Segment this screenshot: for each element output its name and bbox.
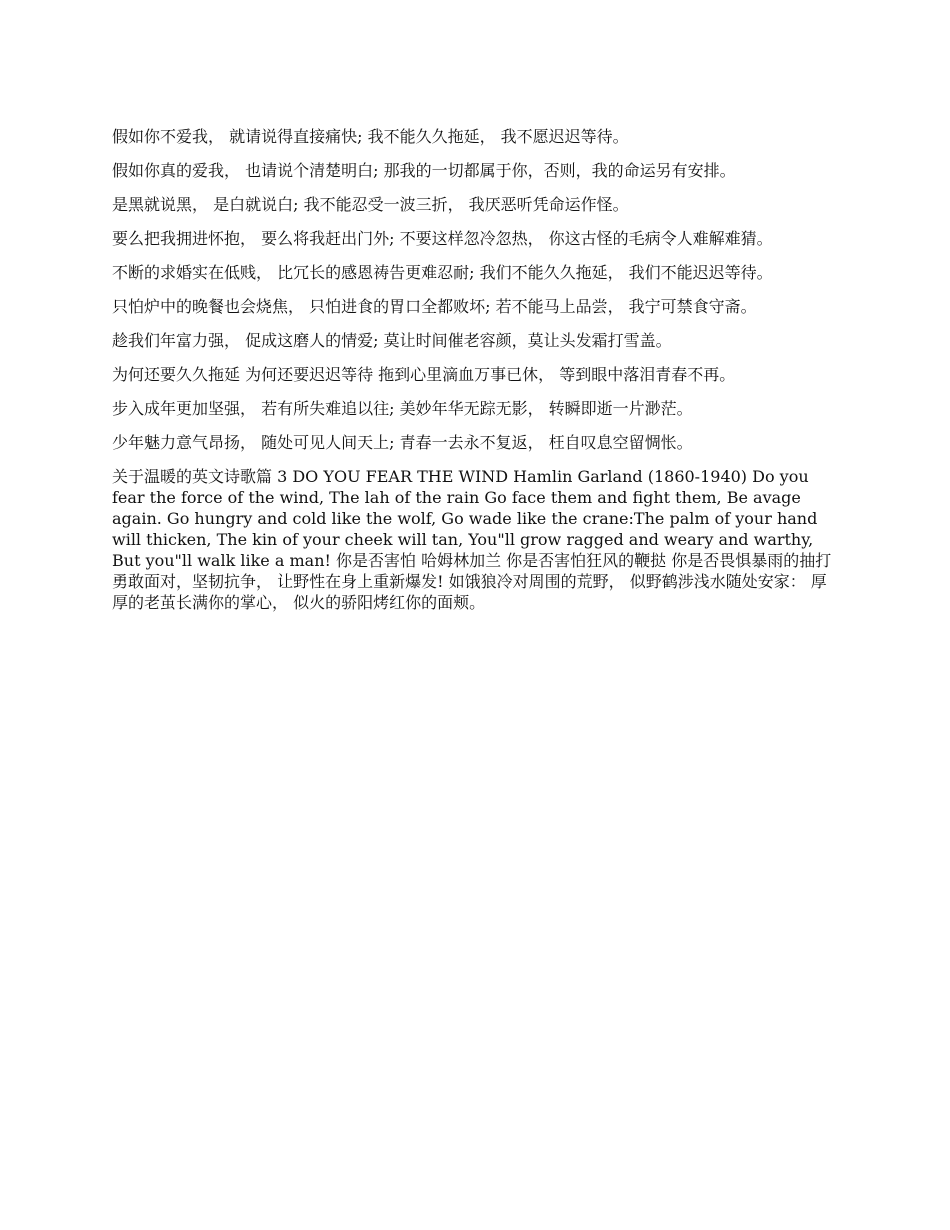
poem-paragraph-1: 假如你不爱我， 就请说得直接痛快; 我不能久久拖延， 我不愿迟迟等待。 <box>112 127 629 146</box>
poem-paragraph-2: 假如你真的爱我， 也请说个清楚明白; 那我的一切都属于你，否则，我的命运另有安排。 <box>112 161 736 180</box>
poem-paragraph-6: 只怕炉中的晚餐也会烧焦， 只怕进食的胃口全都败坏; 若不能马上品尝， 我宁可禁食守斋。 <box>112 297 757 316</box>
poem-paragraph-9: 步入成年更加坚强， 若有所失难追以往; 美妙年华无踪无影， 转瞬即逝一片渺茫。 <box>112 399 693 418</box>
poem-paragraph-3: 是黑就说黑， 是白就说白; 我不能忍受一波三折， 我厌恶听凭命运作怪。 <box>112 195 629 214</box>
poem-paragraph-10: 少年魅力意气昂扬， 随处可见人间天上; 青春一去永不复返， 枉自叹息空留惆怅。 <box>112 433 693 452</box>
poem-paragraph-4: 要么把我拥进怀抱， 要么将我赶出门外; 不要这样忽冷忽热， 你这古怪的毛病令人难解难猜。 <box>112 229 773 248</box>
poem-paragraph-7: 趁我们年富力强， 促成这磨人的情爱; 莫让时间催老容颜，莫让头发霜打雪盖。 <box>112 331 672 350</box>
poem-paragraph-8: 为何还要久久拖延 为何还要迟迟等待 拖到心里滴血万事已休， 等到眼中落泪青春不再。 <box>112 365 736 384</box>
poem-paragraph-11: 关于温暖的英文诗歌篇 3 DO YOU FEAR THE WIND Hamlin Garland (1860-1940) Do you fear the force of the wind, The lah of the rain Go face them and fight them, Be avage again. Go hungry and cold like the wolf, Go wade like the crane:The palm of your hand will thicken, The kin of your cheek will tan, You"ll grow ragged and weary and warthy, But you"ll walk like a man! 你是否害怕 哈姆林加兰 你是否害怕狂风的鞭挞 你是否畏惧暴雨的抽打 勇敢面对，坚韧抗争， 让野性在身上重新爆发! 如饿狼冷对周围的荒野， 似野鹤涉浅水随处安家： 厚厚的老茧长满你的掌心， 似火的骄阳烤红你的面颊。 <box>112 467 832 612</box>
document-page <box>112 126 840 626</box>
poem-paragraph-5: 不断的求婚实在低贱， 比冗长的感恩祷告更难忍耐; 我们不能久久拖延， 我们不能迟迟等待。 <box>112 263 773 282</box>
